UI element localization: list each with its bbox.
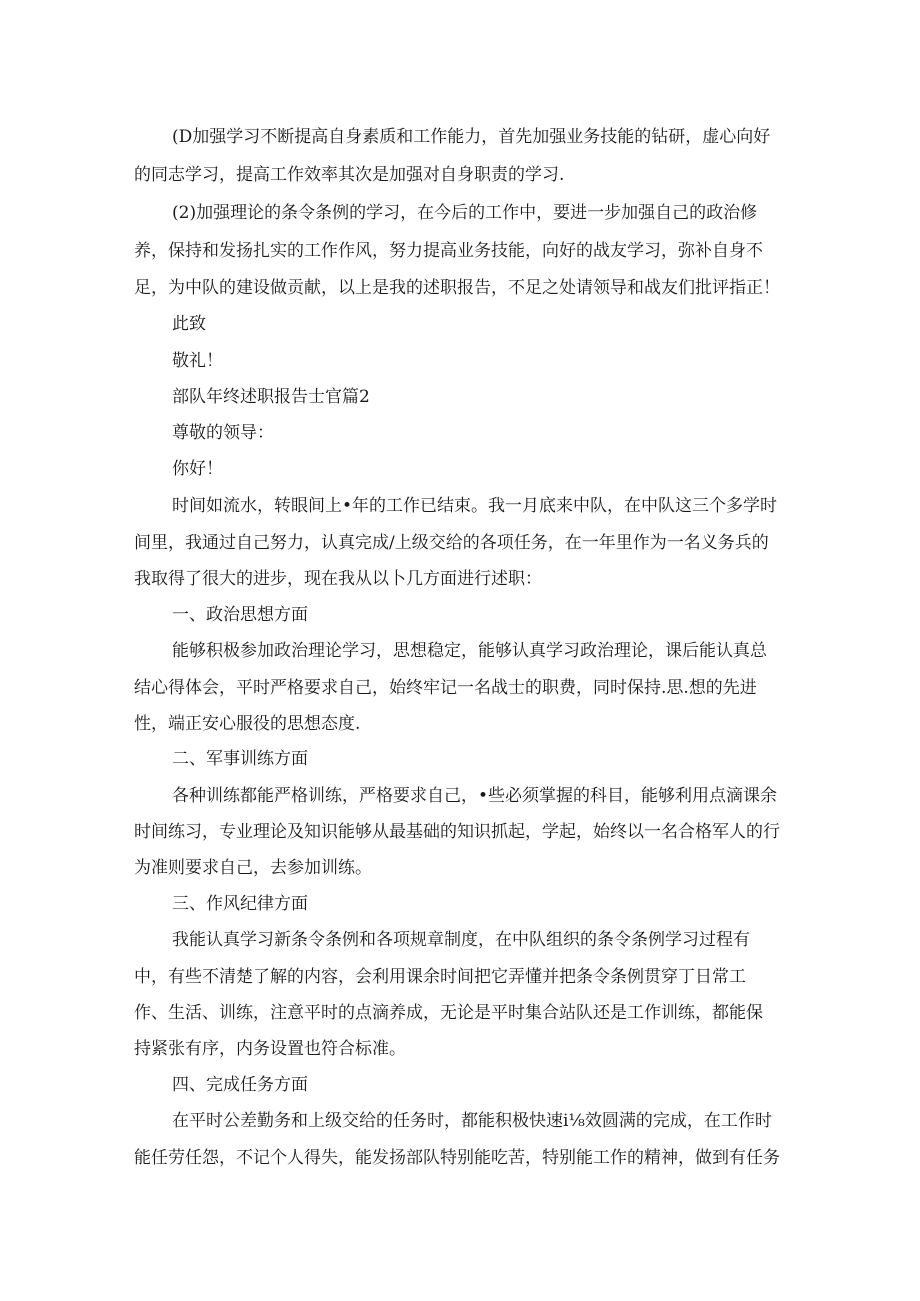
subheading: 三、作风纪律方面 [172, 894, 308, 914]
paragraph-line: 间里，我通过自己努力，认真完成/上级交给的各项任务，在一年里作为一名义务兵的 [134, 533, 769, 553]
salutation: 尊敬的领导： [172, 423, 274, 443]
paragraph-line: 性，端正安心服役的思想态度. [134, 714, 361, 734]
paragraph-line: (D加强学习不断提高自身素质和工作能力，首先加强业务技能的钻研，虚心向好 [172, 127, 771, 147]
greeting: 你好！ [172, 459, 223, 479]
subheading: 二、军事训练方面 [172, 749, 308, 769]
section-title: 部队年终述职报告士官篇2 [172, 387, 370, 407]
paragraph-line: 时间如流水，转眼间上•年的工作已结束。我一月底来中队，在中队这三个多学时 [172, 496, 778, 516]
closing-line: 敬礼！ [172, 351, 223, 371]
paragraph-line: (2)加强理论的条令条例的学习，在今后的工作中，要进一步加强自己的政治修 [172, 203, 758, 223]
paragraph-line: 足，为中队的建设做贡献，以上是我的述职报告，不足之处请领导和战友们批评指正！ [134, 278, 780, 298]
paragraph-line: 能够积极参加政治理论学习，思想稳定，能够认真学习政治理论，课后能认真总 [172, 641, 767, 661]
paragraph-line: 作、生活、训练，注意平时的点滴养成，无论是平时集合站队还是工作训练，都能保 [134, 1003, 763, 1023]
paragraph-line: 在平时公差勤务和上级交给的任务时，都能积极快速i⅛效圆满的完成，在工作时 [172, 1111, 772, 1131]
paragraph-line: 结心得体会，平时严格要求自己，始终牢记一名战士的职费，同时保持.思.想的先进 [134, 678, 757, 698]
paragraph-line: 时间练习，专业理论及知识能够从最基础的知识抓起，学起，始终以一名合格军人的行 [134, 822, 780, 842]
paragraph-line: 养，保持和发扬扎实的工作作风，努力提高业务技能，向好的战友学习，弥补自身不 [134, 241, 763, 261]
paragraph-line: 的同志学习，提高工作效率其次是加强对自身职责的学习. [134, 165, 565, 185]
paragraph-line: 我取得了很大的进步，现在我从以卜几方面进行述职： [134, 569, 542, 589]
paragraph-line: 能任劳任怨，不记个人得失，能发扬部队特别能吃苦，特别能工作的精神，做到有任务 [134, 1148, 780, 1168]
closing-line: 此致 [172, 314, 206, 334]
subheading: 四、完成任务方面 [172, 1075, 308, 1095]
paragraph-line: 持紧张有序，内务设置也符合标准。 [134, 1039, 406, 1059]
subheading: 一、政治思想方面 [172, 605, 308, 625]
paragraph-line: 中，有些不清楚了解的内容，会利用课余时间把它弄懂并把条令条例贯穿丁日常工 [134, 967, 746, 987]
paragraph-line: 各种训练都能严格训练，严格要求自己，•些必须掌握的科目，能够利用点滴课余 [172, 786, 778, 806]
paragraph-line: 我能认真学习新条令条例和各项规章制度，在中队组织的条令条例学习过程有 [172, 930, 750, 950]
paragraph-line: 为准则要求自己，去参加训练。 [134, 858, 372, 878]
